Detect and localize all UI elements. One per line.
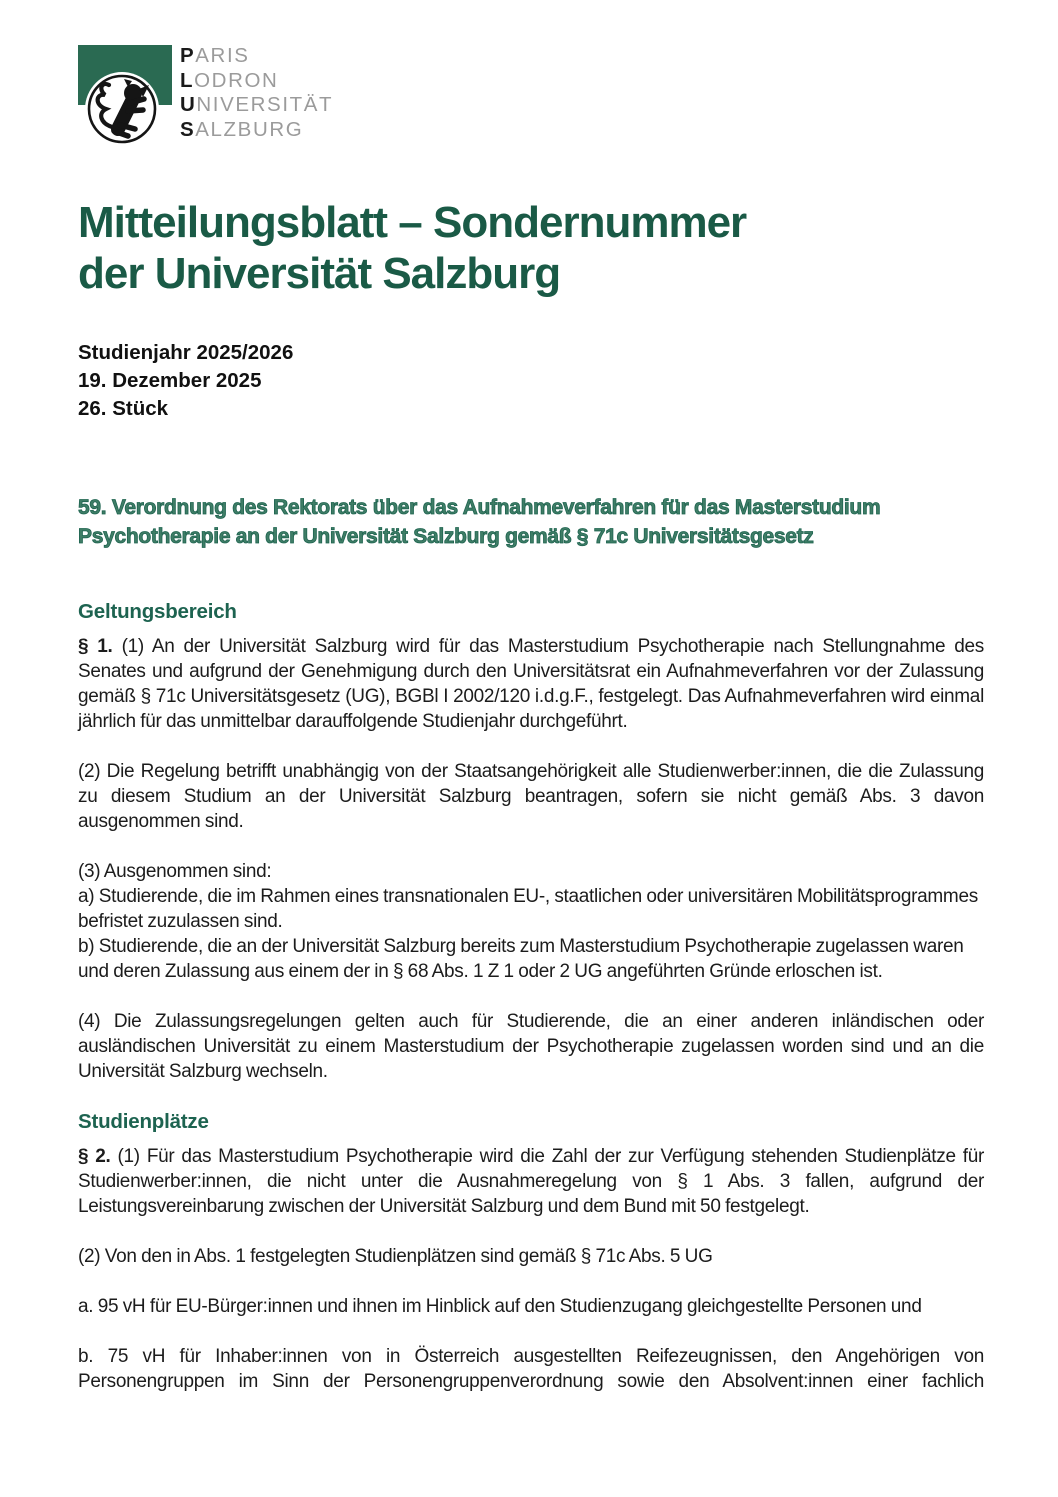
paragraph-lead: § 1. bbox=[78, 636, 113, 657]
paragraph-1-2: (2) Die Regelung betrifft unabhängig von der Staatsangehörigkeit alle Studienwerber:innen, die die Zulassung zu diesem Studium an der Universität Salzburg beantragen, sofern sie nicht gemäß Abs. 3 davon ausgenommen sind. bbox=[78, 761, 984, 832]
study-year: Studienjahr 2025/2026 bbox=[78, 341, 294, 364]
logo-rest: NIVERSITÄT bbox=[196, 93, 334, 117]
ordinance-heading: 59. Verordnung des Rektorats über das Aufnahmeverfahren für das Masterstudium Psychotherapie an der Universität Salzburg gemäß § 71c Universitätsgesetz bbox=[78, 496, 881, 548]
paragraph-1-3-intro: (3) Ausgenommen sind: bbox=[78, 861, 272, 882]
plus-lion-emblem bbox=[78, 43, 173, 147]
document-title-line2: der Universität Salzburg bbox=[78, 249, 561, 298]
university-logo bbox=[78, 43, 984, 147]
logo-rest: ODRON bbox=[194, 68, 279, 92]
logo-initial: L bbox=[180, 68, 195, 92]
logo-initial: U bbox=[180, 93, 197, 117]
section-heading-studienplaetze: Studienplätze bbox=[78, 1110, 209, 1133]
paragraph-2-2b: b. 75 vH für Inhaber:innen von in Österreich ausgestellten Reifezeugnissen, den Angehörigen von Personengruppen im Sinn der Personengruppenverordnung sowie den Absolvent:innen einer fachlich bbox=[78, 1346, 984, 1392]
logo-initial: S bbox=[180, 117, 196, 141]
document-title bbox=[78, 197, 984, 299]
logo-line-paris bbox=[180, 44, 333, 69]
document-title-line1: Mitteilungsblatt – Sondernummer bbox=[78, 198, 747, 247]
logo-line-lodron bbox=[180, 69, 333, 94]
paragraph-1-3-group bbox=[78, 859, 984, 984]
logo-initial: P bbox=[180, 44, 196, 67]
logo-wordmark bbox=[180, 43, 333, 142]
paragraph-1-3-b: b) Studierende, die an der Universität Salzburg bereits zum Masterstudium Psychotherapie zugelassen waren und deren Zulassung aus einem der in § 68 Abs. 1 Z 1 oder 2 UG angeführten Gründe erloschen ist. bbox=[78, 936, 964, 982]
paragraph-2-2: (2) Von den in Abs. 1 festgelegten Studienplätzen sind gemäß § 71c Abs. 5 UG bbox=[78, 1246, 713, 1267]
logo-rest: ARIS bbox=[195, 44, 250, 67]
logo-rest: ALZBURG bbox=[195, 117, 304, 141]
paragraph-2-2a: a. 95 vH für EU-Bürger:innen und ihnen im Hinblick auf den Studienzugang gleichgestellte Personen und bbox=[78, 1296, 922, 1317]
paragraph-2-1 bbox=[78, 1144, 984, 1219]
paragraph-text: (1) Für das Masterstudium Psychotherapie wird die Zahl der zur Verfügung stehenden Studienplätze für Studienwerber:innen, die nicht unter die Ausnahmeregelung von § 1 Abs. 3 fallen, aufgrund der Leistungsvereinbarung zwischen der Universität Salzburg und dem Bund mit 50 festgelegt. bbox=[78, 1146, 984, 1217]
paragraph-1-3-a: a) Studierende, die im Rahmen eines transnationalen EU-, staatlichen oder universitären Mobilitätsprogrammes befristet zuzulassen sind. bbox=[78, 886, 978, 932]
issue-date: 19. Dezember 2025 bbox=[78, 369, 262, 392]
logo-line-salzburg bbox=[180, 118, 333, 143]
issue-number: 26. Stück bbox=[78, 397, 169, 420]
issue-meta bbox=[78, 339, 984, 423]
paragraph-lead: § 2. bbox=[78, 1146, 111, 1167]
logo-line-universitaet bbox=[180, 93, 333, 118]
paragraph-1-1 bbox=[78, 634, 984, 734]
section-heading-geltungsbereich: Geltungsbereich bbox=[78, 600, 237, 623]
paragraph-1-4: (4) Die Zulassungsregelungen gelten auch für Studierende, die an einer anderen inländischen oder ausländischen Universität zu einem Masterstudium der Psychotherapie zugelassen worden sind und an die Universität Salzburg wechseln. bbox=[78, 1011, 984, 1082]
paragraph-text: (1) An der Universität Salzburg wird für das Masterstudium Psychotherapie nach Stellungnahme des Senates und aufgrund der Genehmigung durch den Universitätsrat ein Aufnahmeverfahren vor der Zulassung gemäß § 71c Universitätsgesetz (UG), BGBl I 2002/120 i.d.g.F., festgelegt. Das Aufnahmeverfahren wird einmal jährlich für das unmittelbar darauffolgende Studienjahr durchgeführt. bbox=[78, 636, 985, 732]
